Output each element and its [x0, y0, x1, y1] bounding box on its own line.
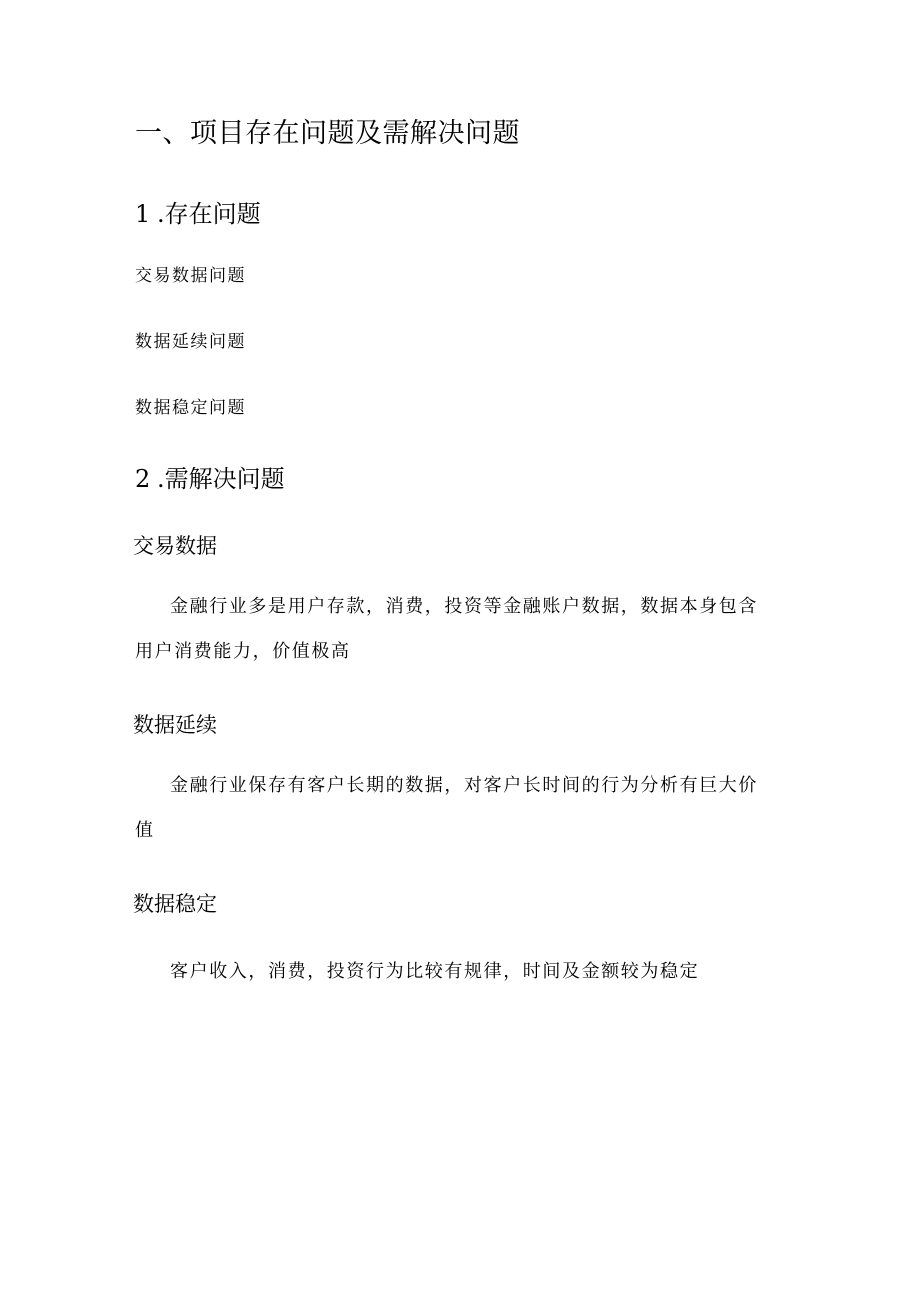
topic-paragraph	[135, 958, 775, 986]
topic-heading: 数据延续	[133, 713, 217, 737]
problem-item: 交易数据问题	[135, 266, 246, 286]
topic-heading: 数据稳定	[133, 892, 217, 916]
subsection-number: 1	[135, 200, 151, 228]
section-title: 一、项目存在问题及需解决问题	[135, 118, 520, 149]
paragraph-line: 金融行业多是用户存款，消费，投资等金融账户数据，数据本身包含	[170, 596, 758, 617]
paragraph-line: 值	[135, 820, 155, 841]
problem-item: 数据稳定问题	[135, 398, 246, 418]
subsection-heading-text: .需解决问题	[157, 465, 285, 493]
subsection-heading-existing	[135, 198, 261, 230]
paragraph-line: 金融行业保存有客户长期的数据，对客户长时间的行为分析有巨大价	[170, 775, 758, 796]
subsection-heading-to-solve	[135, 463, 285, 495]
topic-heading: 交易数据	[133, 534, 217, 558]
subsection-number: 2	[135, 465, 151, 493]
paragraph-line: 用户消费能力，价值极高	[135, 641, 351, 662]
topic-paragraph	[135, 772, 775, 845]
problem-item: 数据延续问题	[135, 332, 246, 352]
subsection-heading-text: .存在问题	[157, 200, 261, 228]
topic-paragraph	[135, 593, 775, 666]
paragraph-line: 客户收入，消费，投资行为比较有规律，时间及金额较为稳定	[170, 961, 700, 982]
